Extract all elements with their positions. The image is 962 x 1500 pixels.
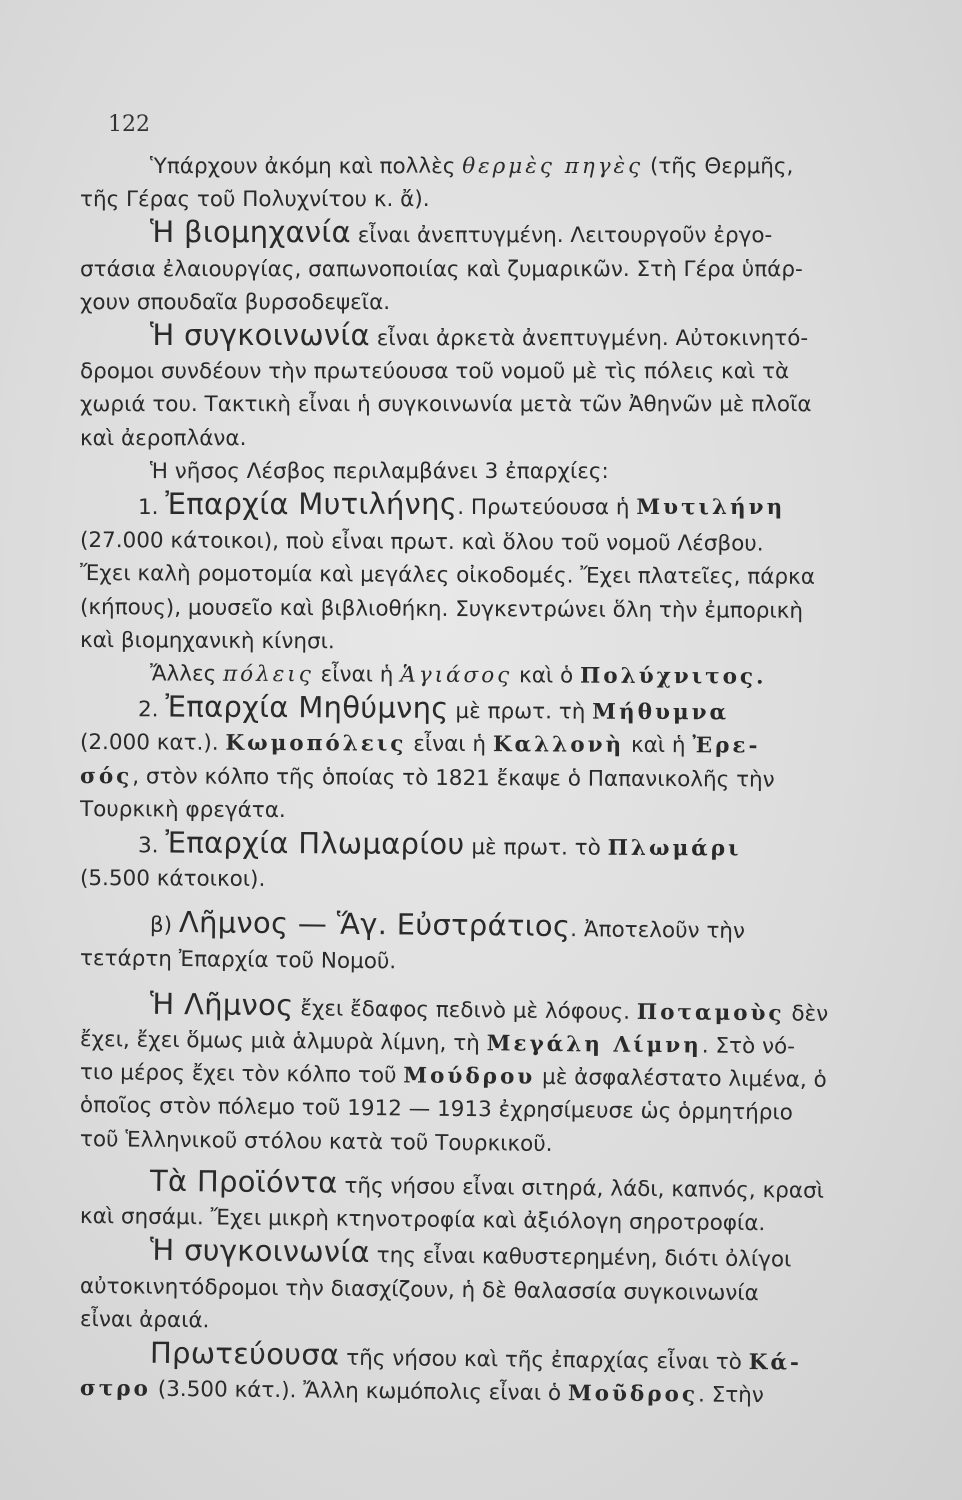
text-line [80, 726, 880, 763]
text-run: τῆς Γέρας τοῦ Πολυχνίτου κ. ἄ). [80, 187, 430, 213]
text-line [80, 388, 880, 421]
text-line [80, 690, 880, 730]
text-run: τοῦ Ἑλληνικοῦ στόλου κατὰ τοῦ Τουρκικοῦ. [79, 1126, 553, 1157]
spaced-emphasis: Ποταμοὺς [636, 999, 785, 1027]
text-run: τιο μέρος ἔχει τὸν κόλπο τοῦ [79, 1060, 404, 1089]
section-heading: Τὰ Προϊόντα [149, 1163, 338, 1200]
text-run: (3.500 κάτ.). Ἄλλη κωμόπολις εἶναι ὁ [150, 1376, 569, 1407]
spaced-emphasis: Πολύχνιτος. [579, 663, 767, 690]
text-line [80, 183, 880, 216]
text-run: εἶναι ἀνεπτυγμένη. Λειτουργοῦν ἐργο- [350, 223, 773, 249]
text-run: τῆς νήσου εἶναι σιτηρά, λάδι, καπνός, κρασὶ [337, 1173, 825, 1204]
section-heading: Ἡ συγκοινωνία [150, 318, 370, 353]
text-run: καὶ ὁ [512, 663, 581, 689]
text-run: (5.500 κάτοικοι). [79, 866, 266, 893]
text-run: αὐτοκινητόδρομοι τὴν διασχίζουν, ἡ δὲ θαλασσία συγκοινωνία [79, 1273, 759, 1306]
text-run: Ἔχει καλὴ ρομοτομία καὶ μεγάλες οἰκοδομές. Ἔχει πλατεῖες, πάρκα [79, 561, 816, 591]
page-number: 122 [108, 112, 150, 137]
text-run: μὲ πρωτ. τὴ [448, 699, 593, 725]
text-line [80, 319, 880, 355]
text-line [80, 557, 880, 594]
text-line [80, 455, 880, 488]
text-line [80, 524, 880, 561]
text-run: εἶναι ἡ [313, 662, 401, 688]
text-line [80, 826, 880, 866]
text-run: , στὸν κόλπο τῆς ὁποίας τὸ 1821 ἔκαψε ὁ Παπανικολῆς τὴν [132, 763, 775, 793]
page-text [79, 150, 880, 1409]
text-line [80, 422, 880, 455]
spaced-emphasis: Ἁγιάσος [400, 662, 513, 689]
section-heading: Ἐπαρχία Μυτιλήνης [165, 487, 458, 522]
text-run: . Στὴν [697, 1382, 765, 1409]
text-run: χωριά του. Τακτικὴ εἶναι ἡ συγκοινωνία μετὰ τῶν Ἀθηνῶν μὲ πλοῖα [80, 392, 812, 418]
text-run: εἶναι ἀραιά. [79, 1306, 210, 1334]
text-run: ἔχει ἔδαφος πεδινὸ μὲ λόφους. [293, 996, 637, 1025]
section-heading: Ἐπαρχία Πλωμαρίου [165, 825, 465, 862]
spaced-emphasis: Πλωμάρι [607, 835, 742, 862]
text-run: καὶ σησάμι. Ἔχει μικρὴ κτηνοτροφία καὶ ἀξιόλογη σηροτροφία. [79, 1204, 766, 1237]
spaced-emphasis: Καλλονὴ [492, 732, 625, 759]
text-run: μὲ πρωτ. τὸ [464, 835, 608, 861]
text-line [80, 286, 880, 319]
text-line [80, 1372, 880, 1414]
text-line [80, 591, 880, 628]
text-line [80, 216, 880, 252]
text-run: καὶ ἀεροπλάνα. [80, 425, 247, 451]
text-run: δὲν [784, 1001, 829, 1027]
text-run: τῆς νήσου καὶ τῆς ἐπαρχίας εἶναι τὸ [339, 1345, 749, 1375]
spaced-emphasis: Μοῦδρος [567, 1381, 699, 1408]
spaced-emphasis: Μεγάλη Λίμνη [486, 1031, 702, 1059]
section-heading: Ἐπαρχία Μηθύμνης [165, 689, 449, 726]
text-run: στάσια ἐλαιουργίας, σαπωνοποιίας καὶ ζυμαρικῶν. Στὴ Γέρα ὑπάρ- [80, 256, 803, 282]
section-heading: Πρωτεύουσα [149, 1335, 340, 1372]
spaced-emphasis: Μήθυμνα [592, 699, 730, 726]
text-run: τετάρτη Ἐπαρχία τοῦ Νομοῦ. [79, 945, 397, 974]
text-line [80, 624, 880, 661]
spaced-emphasis: Κωμοπόλεις [225, 731, 407, 758]
text-run: 1. [138, 495, 166, 521]
text-run: (τῆς Θερμῆς, [643, 154, 794, 179]
text-line [80, 253, 880, 286]
spaced-emphasis: Μούδρου [403, 1063, 536, 1091]
text-run: καὶ βιομηχανικὴ κίνησι. [79, 627, 335, 655]
text-run: (27.000 κάτοικοι), ποὺ εἶναι πρωτ. καὶ ὅλου τοῦ νομοῦ Λέσβου. [79, 528, 764, 557]
text-run: . Πρωτεύουσα ἡ [457, 495, 637, 521]
text-run: 2. [137, 697, 166, 723]
spaced-emphasis: σός [79, 763, 133, 789]
text-run: . Στὸ νό- [701, 1033, 796, 1060]
text-run: Ὑπάρχουν ἀκόμη καὶ πολλὲς [150, 154, 463, 179]
text-line [80, 150, 880, 183]
spaced-emphasis: Μυτιλήνη [636, 495, 786, 521]
text-line [80, 488, 880, 524]
text-run: (2.000 κατ.). [79, 730, 226, 757]
section-heading: Ἡ βιομηχανία [150, 215, 351, 250]
text-run: καὶ ἡ [624, 733, 693, 759]
text-run: εἶναι ἀρκετὰ ἀνεπτυγμένη. Αὐτοκινητό- [369, 326, 809, 352]
text-run: εἶναι ἡ [406, 732, 493, 758]
text-run: χουν σπουδαῖα βυρσοδεψεῖα. [80, 289, 391, 315]
spaced-emphasis: στρο [79, 1376, 152, 1402]
text-line [80, 862, 880, 899]
text-run: Ἡ νῆσος Λέσβος περιλαμβάνει 3 ἐπαρχίες: [150, 458, 609, 484]
spaced-emphasis: πόλεις [222, 661, 314, 688]
spaced-emphasis: Κά- [748, 1349, 803, 1376]
text-run: Τουρκικὴ φρεγάτα. [79, 796, 286, 823]
section-heading: Λῆμνος — Ἅγ. Εὐστράτιος [178, 905, 571, 944]
section-heading: Ἡ συγκοινωνία [149, 1233, 371, 1270]
text-run: Ἄλλες [149, 661, 224, 687]
text-line [80, 760, 880, 797]
spaced-emphasis: Ἐρε- [692, 733, 761, 760]
spaced-emphasis: θερμὲς πηγὲς [462, 154, 644, 179]
text-run: μὲ ἀσφαλέστατο λιμένα, ὁ [535, 1065, 827, 1094]
text-run: ὁποῖος στὸν πόλεμο τοῦ 1912 — 1913 ἐχρησίμευσε ὡς ὁρμητήριο [79, 1093, 793, 1126]
section-heading: Ἡ Λῆμνος [149, 986, 294, 1023]
text-run: δρομοι συνδέουν τὴν πρωτεύουσα τοῦ νομοῦ μὲ τὶς πόλεις καὶ τὰ [80, 359, 790, 385]
text-run: 3. [137, 833, 166, 859]
text-run: (κήπους), μουσεῖο καὶ βιβλιοθήκη. Συγκεντρώνει ὅλη τὴν ἐμπορικὴ [79, 594, 804, 624]
text-run: . Ἀποτελοῦν τὴν [570, 917, 746, 945]
text-line [80, 355, 880, 388]
text-run: β) [149, 913, 180, 939]
text-run: της εἶναι καθυστερημένη, διότι ὀλίγοι [369, 1243, 792, 1273]
text-run: ἔχει, ἔχει ὅμως μιὰ ἁλμυρὰ λίμνη, τὴ [79, 1027, 487, 1057]
